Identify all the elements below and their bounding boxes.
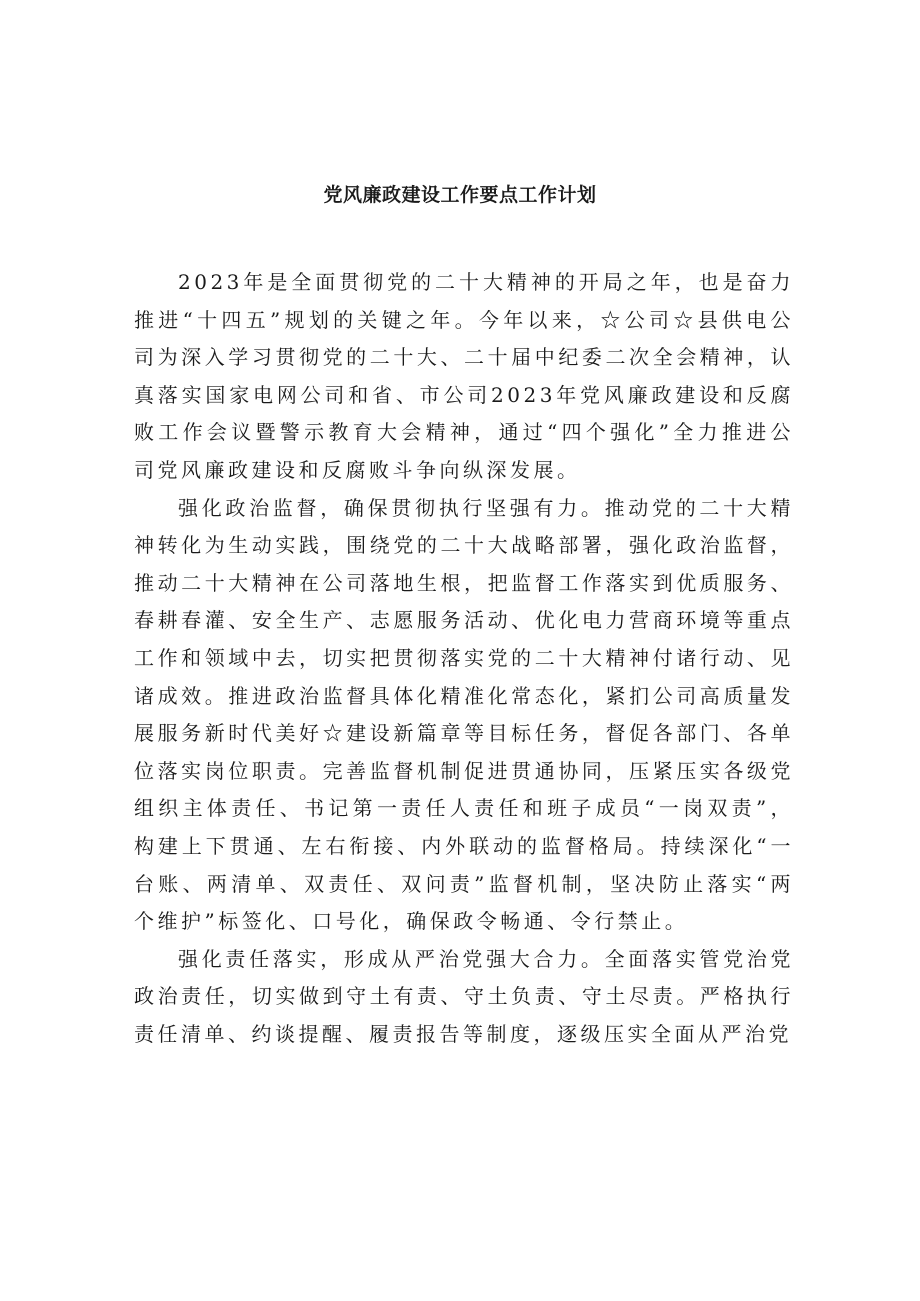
paragraph-intro: 2023年是全面贯彻党的二十大精神的开局之年，也是奋力推进“十四五”规划的关键之年。今年以来，☆公司☆县供电公司为深入学习贯彻党的二十大、二十届中纪委二次全会精神，认真落实国家电网公司和省、市公司2023年党风廉政建设和反腐败工作会议暨警示教育大会精神，通过“四个强化”全力推进公司党风廉政建设和反腐败斗争向纵深发展。	[134, 270, 794, 482]
document-body	[134, 264, 794, 1053]
paragraph-responsibility: 强化责任落实，形成从严治党强大合力。全面落实管党治党政治责任，切实做到守土有责、守土负责、守土尽责。严格执行责任清单、约谈提醒、履责报告等制度，逐级压实全面从严治党	[134, 946, 794, 1046]
document-title: 党风廉政建设工作要点工作计划	[323, 184, 597, 206]
paragraph-political-supervision: 强化政治监督，确保贯彻执行坚强有力。推动党的二十大精神转化为生动实践，围绕党的二十大战略部署，强化政治监督，推动二十大精神在公司落地生根，把监督工作落实到优质服务、春耕春灌、安全生产、志愿服务活动、优化电力营商环境等重点工作和领域中去，切实把贯彻落实党的二十大精神付诸行动、见诸成效。推进政治监督具体化精准化常态化，紧扪公司高质量发展服务新时代美好☆建设新篇章等目标任务，督促各部门、各单位落实岗位职责。完善监督机制促进贯通协同，压紧压实各级党组织主体责任、书记第一责任人责任和班子成员“一岗双责”，构建上下贯通、左右衔接、内外联动的监督格局。持续深化“一台账、两清单、双责任、双问责”监督机制，坚决防止落实“两个维护”标签化、口号化，确保政令畅通、令行禁止。	[134, 495, 794, 934]
